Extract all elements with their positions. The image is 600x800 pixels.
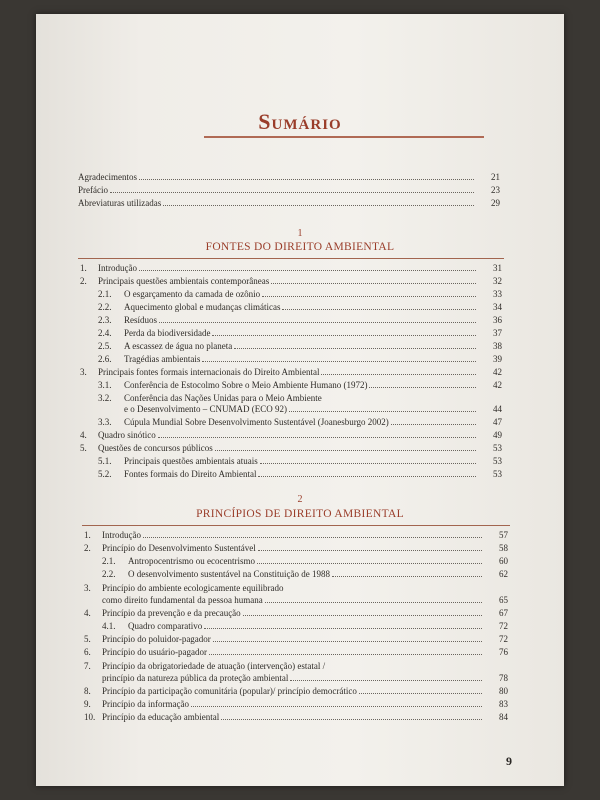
toc-entry: 2. Princípio do Desenvolvimento Sustentável 58 [84, 543, 508, 553]
chapter-rule [78, 258, 504, 259]
toc-entry: 1. Introdução 31 [80, 263, 502, 273]
toc-entry: 4.1. Quadro comparativo 72 [102, 621, 508, 631]
chapter-title: FONTES DO DIREITO AMBIENTAL [205, 241, 395, 253]
toc-entry: 2.2. O desenvolvimento sustentável na Constituição de 1988 62 [102, 569, 508, 579]
chapter-number: 2 [297, 494, 303, 505]
toc-entry: 2. Principais questões ambientais contemporâneas 32 [80, 276, 502, 286]
toc-entry-continuation: e o Desenvolvimento – CNUMAD (ECO 92) 44 [124, 404, 502, 414]
toc-entry: 2.3. Resíduos 36 [98, 315, 502, 325]
chapter-number: 1 [297, 228, 303, 239]
toc-entry: 10. Princípio da educação ambiental 84 [84, 712, 508, 722]
toc-entry: 7. Princípio da obrigatoriedade de atuação (intervenção) estatal / [84, 661, 326, 671]
toc-entry: 3. Princípio do ambiente ecologicamente equilibrado [84, 583, 284, 593]
toc-entry-continuation: como direito fundamental da pessoa humana 65 [102, 595, 508, 605]
toc-entry: 8. Princípio da participação comunitária (popular)/ princípio democrático 80 [84, 686, 508, 696]
toc-entry: Agradecimentos 21 [78, 172, 500, 182]
toc-entry: 5. Questões de concursos públicos 53 [80, 443, 502, 453]
toc-entry-continuation: princípio da natureza pública da proteção ambiental 78 [102, 673, 508, 683]
toc-entry: 3.3. Cúpula Mundial Sobre Desenvolvimento Sustentável (Joanesburgo 2002) 47 [98, 417, 502, 427]
page-title: Sumário [258, 109, 342, 134]
toc-entry: 6. Princípio do usuário-pagador 76 [84, 647, 508, 657]
toc-entry: 3.1. Conferência de Estocolmo Sobre o Meio Ambiente Humano (1972) 42 [98, 380, 502, 390]
toc-entry: 2.4. Perda da biodiversidade 37 [98, 328, 502, 338]
toc-entry: 4. Princípio da prevenção e da precaução 67 [84, 608, 508, 618]
toc-entry: 2.1. Antropocentrismo ou ecocentrismo 60 [102, 556, 508, 566]
toc-entry: 5. Princípio do poluidor-pagador 72 [84, 634, 508, 644]
toc-entry: 2.2. Aquecimento global e mudanças climáticas 34 [98, 302, 502, 312]
toc-entry: Abreviaturas utilizadas 29 [78, 198, 500, 208]
toc-entry: 2.5. A escassez de água no planeta 38 [98, 341, 502, 351]
book-page [36, 14, 564, 786]
toc-entry: 4. Quadro sinótico 49 [80, 430, 502, 440]
chapter-title: PRINCÍPIOS DE DIREITO AMBIENTAL [196, 508, 404, 520]
toc-entry: 3.2. Conferência das Nações Unidas para o Meio Ambiente [98, 393, 322, 403]
toc-entry: Prefácio 23 [78, 185, 500, 195]
toc-entry: 2.1. O esgarçamento da camada de ozônio 33 [98, 289, 502, 299]
toc-entry: 1. Introdução 57 [84, 530, 508, 540]
page-number: 9 [506, 754, 512, 768]
title-underline [204, 136, 484, 138]
toc-entry: 5.2. Fontes formais do Direito Ambiental 53 [98, 469, 502, 479]
toc-entry: 5.1. Principais questões ambientais atuais 53 [98, 456, 502, 466]
toc-entry: 3. Principais fontes formais internacionais do Direito Ambiental 42 [80, 367, 502, 377]
toc-entry: 9. Princípio da informação 83 [84, 699, 508, 709]
chapter-rule [82, 525, 510, 526]
toc-entry: 2.6. Tragédias ambientais 39 [98, 354, 502, 364]
